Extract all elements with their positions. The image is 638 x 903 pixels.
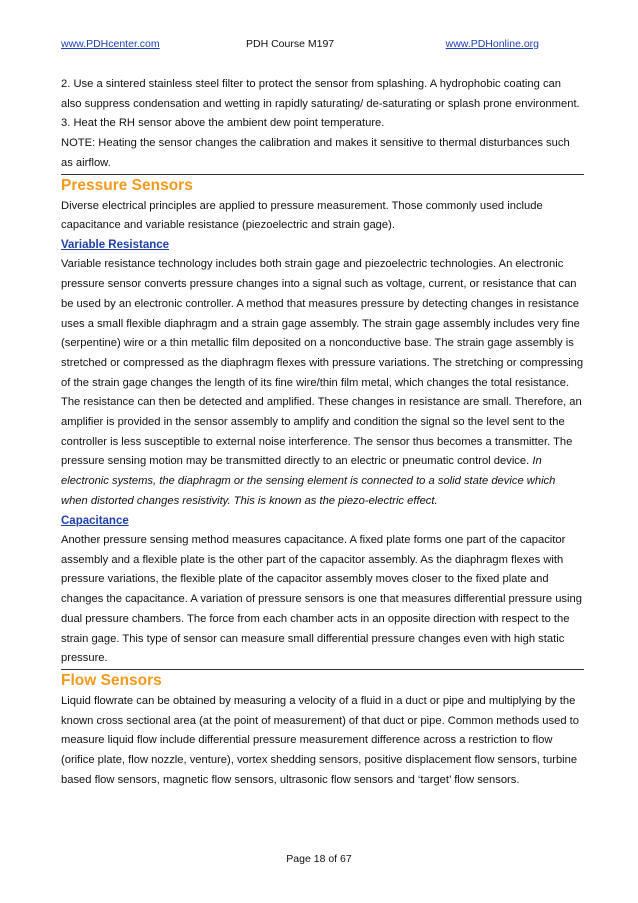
list-item-3: 3. Heat the RH sensor above the ambient dew point temperature. [61,117,385,130]
variable-resistance-body: Variable resistance technology includes both strain gage and piezoelectric technologies. An electronic pressure sensor converts pressure changes into a signal such as voltage, current, or resistance that can be used by an electronic controller. A method that measures pressure by detecting changes in resistance uses a small flexible diaphragm and a strain gage assembly. The strain gage assembly includes very fine (serpentine) wire or a thin metallic film deposited on a nonconductive base. The strain gage assembly is stretched or compressed as the diaphragm flexes with pressure variations. The stretching or compressing of the strain gage changes the length of its fine wire/thin film metal, which changes the total resistance. The resistance can then be detected and amplified. These changes in resistance are small. Therefore, an amplifier is provided in the sensor assembly to amplify and condition the signal so the level sent to the controller is less susceptible to external noise interference. The sensor thus becomes a transmitter. The pressure sensing motion may be transmitted directly to an electric or pneumatic control device. [61,258,584,468]
pressure-intro: Diverse electrical principles are applied to pressure measurement. Those commonly used include capacitance and variable resistance (piezoelectric and strain gage). [61,199,543,232]
flow-paragraph: Liquid flowrate can be obtained by measuring a velocity of a fluid in a duct or pipe and multiplying by the known cross sectional area (at the point of measurement) of that duct or pipe. Common methods used to measure liquid flow include differential pressure measurement difference across a restriction to flow (orifice plate, flow nozzle, venture), vortex shedding sensors, positive displacement flow sensors, turbine based flow sensors, magnetic flow sensors, ultrasonic flow sensors and ‘target’ flow sensors. [61,694,580,786]
list-item-2: 2. Use a sintered stainless steel filter to protect the sensor from splashing. A hydrophobic coating can also suppress condensation and wetting in rapidly saturating/ de-saturating or splash prone environment. [61,78,580,110]
course-title: PDH Course M197 [246,38,335,50]
flow-sensors-heading: Flow Sensors [61,669,584,692]
capacitance-paragraph: Another pressure sensing method measures capacitance. A fixed plate forms one part of the capacitor assembly and a flexible plate is the other part of the capacitor assembly. As the diaphragm flexes with pressure variations, the flexible plate of the capacitor assembly moves closer to the fixed plate and changes the capacitance. A variation of pressure sensors is one that measures differential pressure using dual pressure chambers. The force from each chamber acts in an opposite direction with respect to the strain gage. This type of sensor can measure small differential pressure changes even with high static pressure. [61,534,582,665]
pressure-sensors-heading: Pressure Sensors [61,174,584,197]
note-paragraph: NOTE: Heating the sensor changes the calibration and makes it sensitive to thermal disturbances such as airflow. [61,137,570,169]
variable-resistance-heading: Variable Resistance [61,238,170,251]
variable-resistance-paragraph [61,255,584,511]
header-left-link[interactable]: www.PDHcenter.com [61,38,160,50]
piezo-effect-note: In electronic systems, the diaphragm or the sensing element is connected to a solid state device which when distorted changes resistivity. This is known as the piezo-electric effect. [61,455,556,507]
page-content [61,75,584,791]
page-number: Page 18 of 67 [286,853,352,865]
capacitance-heading: Capacitance [61,514,129,527]
header-right-link[interactable]: www.PDHonline.org [445,38,539,50]
